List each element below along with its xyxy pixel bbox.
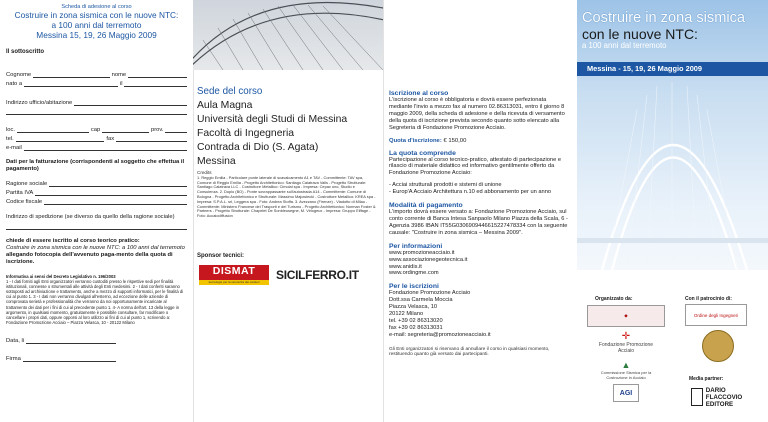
informativa-text: 1 - I dati forniti agli Enti organizzatori verranno custoditi presso le rispettive sedi per finalità istituzionali, connesse o strumentali alle attività degli Enti medesimi. 2 - I dati conferiti saranno sottoposti ad archiviazione e trattamento, anche a mezzo di supporti informatici, per le finalità di cui al punto 1. 3 - I dati non verranno divulgati all'esterno, ad eccezione delle aziende di comprovata serietà e professionalità che verranno da noi opportunamente incaricate al trattamento dei dati per i fini di cui al precedente punto 1. 4- A norma dell'art. 13 della legge in argomento, in qualsiasi momento, gratuitamente è possibile consultare, far modificare o cancellare i propri dati, oppure opporsi al loro utilizzo ai fini di cui al punto 1, scrivendo a: Fondazione Promozione Acciaio – Piazza Velasca, 10 - 20122 Milano (6, 279, 184, 325)
nato-field[interactable] (6, 78, 187, 87)
indirizzo-label: Indirizzo ufficio/abitazione (6, 100, 73, 106)
cf-label: Codice fiscale (6, 199, 43, 205)
prov-label: prov. (150, 127, 164, 133)
informativa-title: Informativa ai sensi del Decreto Legislativo n. 196/2003 (6, 274, 116, 279)
bridge-photo-top (193, 0, 383, 70)
tel-field[interactable] (6, 133, 187, 142)
chiede-line-2: Costruire in zona sismica con le nuove NTC: a 100 anni dal terremoto (6, 245, 185, 251)
fondazione-promozione-acciaio-logo (595, 331, 657, 355)
firma-field[interactable] (6, 353, 116, 362)
iscrizione-title: Iscrizione al corso (389, 90, 449, 97)
cover-image (577, 0, 768, 270)
iscrizioni-line-1: Fondazione Promozione Acciaio (389, 290, 471, 297)
sede-line-2: Università degli Studi di Messina (197, 114, 348, 125)
cover-panel (577, 0, 768, 422)
data-field[interactable] (6, 335, 116, 344)
loc-field[interactable] (6, 124, 187, 133)
sponsor-label: Sponsor tecnici: (197, 253, 245, 259)
nato-label: nato a (6, 81, 23, 87)
ragione-label: Ragione sociale (6, 181, 48, 187)
cognome-field[interactable] (6, 69, 187, 78)
iscrizione-text: L'iscrizione al corso è obbligatoria e dovrà essere perfezionata mediante l'invio a mezzo fax al numero 02.86313031, entro il giorno 8 maggio 2009, della scheda di adesione e della ricevuta di versamento della quota di iscrizione prevista secondo quanto sotto elencato alla Segreteria di Fondazione Promozione Acciaio. (389, 97, 565, 131)
cognome-label: Cognome (6, 72, 32, 78)
iscrizioni-line-5: tel. +39 02 86313020 (389, 317, 443, 324)
fpa-name: Fondazione Promozione Acciaio (598, 342, 654, 354)
sede-line-3: Facoltà di Ingegneria (197, 128, 295, 139)
link-ordingme[interactable]: www.ordingme.com (389, 270, 439, 277)
piva-label: Partita IVA (6, 190, 34, 196)
chiede-line-3: allegando fotocopia dell'avvenuto paga-mento della quota di iscrizione. (6, 252, 173, 265)
cap-label: cap (90, 127, 101, 133)
cover-date-band: Messina - 15, 19, 26 Maggio 2009 (577, 62, 768, 76)
iscrizioni-email-link[interactable]: e-mail: segreteria@promozioneacciaio.it (389, 331, 491, 338)
sicilferro-logo: SICILFERRO.IT (276, 268, 359, 282)
iscrizioni-title: Per le iscrizioni (389, 283, 439, 291)
credits-text: 1. Reggio Emilia - Particolare ponte laterale di scavalcamento A1 e TAV - Committente: TAV spa, Comune di Reggio Emilia - Progetto Architettonico: Santiago Calatrava Valls - Progetto Strutturale: Santiago Calatrava LLC - Costruttore Metallico: Cimolai spa - Impresa: Cepav uno, Studio e Consulenza. 2. Duplo (BO) - Ponte sovrappassante sull'autostrada A14 - Committente: Comune di Bologna - Progetto Architettonico e Strutturale: Massimo Majowiecki - Costruttore Metallico: KREA spa - Impresa: S.P.A.L. srl, Leggera spa - Foto: Andrea Stoffa. 3. Avezzano (Firenze) - Viadotto di Milau - Committente: Ministero Francese dei Trasporti e del Turismo - Progetto Architettonico: Norman Foster & Partners - Progetto Strutturale: Chapelet De Sonbleusegne, M. Virlogeux - Impresa: Gruppo Eiffage - Foto: Accaiodiffusion (197, 174, 376, 219)
tel-label: tel. (6, 136, 14, 142)
indirizzo-field-line2[interactable] (6, 106, 187, 115)
sottoscritto-label: Il sottoscritto (6, 49, 45, 55)
cover-title: Costruire in zona sismica (582, 10, 746, 26)
iscrizioni-line-3: Piazza Velasca, 10 (389, 304, 438, 311)
patrocinio-label: Con il patrocinio di: (685, 296, 732, 302)
dario-flaccovio-logo (691, 386, 743, 408)
il-label: il (119, 81, 123, 87)
sede-line-5: Messina (197, 156, 236, 167)
iscrizioni-line-6: fax +39 02 86313031 (389, 324, 443, 331)
fax-label: fax (106, 136, 115, 142)
credits-block (197, 171, 377, 219)
commissione-sismica-logo (595, 359, 657, 381)
sede-line-1: Aula Magna (197, 100, 253, 111)
link-associazionegeotecnica[interactable]: www.associazionegeotecnica.it (389, 256, 468, 263)
loc-label: loc. (6, 127, 16, 133)
piva-field[interactable] (6, 187, 187, 196)
css-mark-icon: ▲ (621, 359, 631, 370)
cf-field[interactable] (6, 196, 187, 205)
df-name: DARIO FLACCOVIO EDITORE (705, 386, 743, 408)
fatturazione-title: Dati per la fatturazione (corrispondenti al soggetto che effettua il pagamento) (6, 159, 185, 172)
informazioni-title: Per informazioni (389, 242, 443, 250)
cover-subtitle: con le nuove NTC: (582, 26, 698, 42)
link-promozioneacciaio[interactable]: www.promozioneacciaio.it (389, 249, 455, 256)
info-panel (383, 0, 577, 422)
ordine-ingegneri-logo: Ordine degli Ingegneri (685, 304, 747, 326)
df-mark-icon (691, 388, 703, 406)
ingegneria-sismica-logo: ◆ (587, 305, 665, 327)
chiede-line-1: chiede di essere iscritto al corso teorico pratico: (6, 238, 140, 244)
quota-label: Quota d'iscrizione: (389, 137, 442, 144)
form-header-line-1: Costruire in zona sismica con le nuove NTC: (14, 10, 179, 20)
spedizione-field[interactable] (6, 221, 187, 230)
iscrizioni-line-2: Dott.ssa Carmela Moccia (389, 297, 453, 304)
comprende-title: La quota comprende (389, 149, 456, 157)
data-label: Data, li (6, 337, 25, 344)
email-label: e-mail (6, 145, 22, 151)
link-anidis[interactable]: www.anidis.it (389, 263, 422, 270)
seal-logo (702, 330, 734, 362)
comprende-text: Partecipazione al corso tecnico-pratico, attestato di partecipazione e rilascio di materiale didattico ed informativo gentilmente offerto da Fondazione Promozione Acciaio: (389, 156, 561, 177)
agi-logo: AGI (613, 384, 639, 402)
email-field[interactable] (6, 142, 187, 151)
form-header-line-2: a 100 anni dal terremoto (51, 20, 142, 30)
media-partner-label: Media partner: (689, 376, 724, 382)
nome-label: nome (111, 72, 127, 78)
comprende-item-2: - Europ'A Acciaio Architettura n.10 ed abbonamento per un anno (389, 189, 552, 196)
iscrizioni-line-4: 20122 Milano (389, 311, 424, 318)
disclaimer-text: Gli Enti organizzatori si riservano di annullare il corso in qualsiasi momento, restituendo quanto già versato dai partecipanti. (389, 346, 550, 358)
registration-form-panel (0, 0, 193, 422)
sede-title: Sede del corso (197, 86, 263, 97)
spedizione-label: Indirizzo di spedizione (se diverso da quello della ragione sociale) (6, 214, 175, 220)
quota-value: € 150,00 (441, 137, 467, 144)
ragione-field[interactable] (6, 178, 187, 187)
bridge-arch-graphic (193, 0, 383, 70)
cover-years: a 100 anni dal terremoto (582, 41, 667, 50)
comprende-item-1: - Acciai strutturali prodotti e sistemi di unione (389, 182, 502, 189)
modalita-text: L'importo dovrà essere versato a: Fondazione Promozione Acciaio, sul conto corrente di Banca Intesa Sanpaolo Milano Piazza della Scala, 6 - Agenzia 3986 IBAN IT55G0306909446615227478334 con la seguente causale: "Costruire in zona sismica – Messina 2009". (389, 209, 568, 236)
venue-panel (193, 0, 383, 422)
modalita-title: Modalità di pagamento (389, 202, 463, 210)
indirizzo-field[interactable] (6, 97, 187, 106)
quota-line (389, 138, 571, 144)
fpa-mark-icon: ✛ (621, 331, 631, 342)
dismat-logo: DISMAT (199, 265, 269, 285)
chiede-text (6, 238, 187, 266)
sede-line-4: Contrada di Dio (S. Agata) (197, 142, 319, 153)
form-kicker: Scheda di adesione al corso (61, 4, 132, 10)
form-header-line-3: Messina 15, 19, 26 Maggio 2009 (36, 30, 157, 40)
dismat-tagline: tecnologie per la sicurezza dei cantieri (199, 280, 269, 285)
credits-title: Credits (197, 170, 212, 175)
organizzato-label: Organizzato da: (595, 296, 633, 302)
sede-address (197, 99, 347, 169)
firma-label: Firma (6, 355, 21, 362)
css-name: Commissione Sismica per la Costruzione in Acciaio (600, 369, 652, 380)
